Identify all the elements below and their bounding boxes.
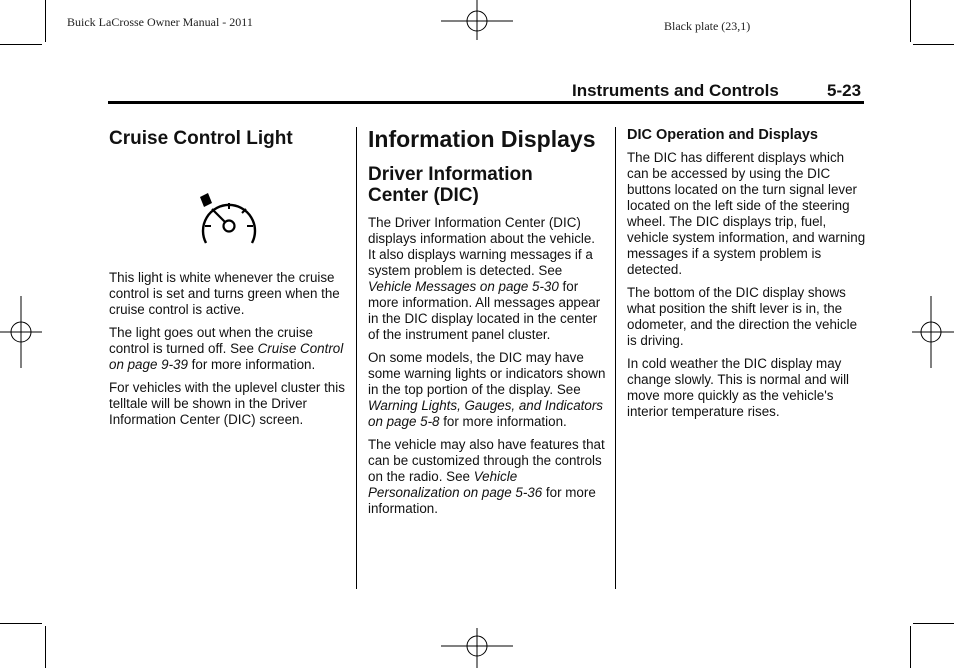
paragraph: On some models, the DIC may have some warning lights or indicators shown in the top portion of the display. See Warning Lights, Gauges, and Indicators on page 5-8 for more information. [368,350,606,429]
paragraph: The Driver Information Center (DIC) displays information about the vehicle. It also displays warning messages if a system problem is detected. See Vehicle Messages on page 5-30 for more information. All messages appear in the DIC display located in the center of the instrument panel cluster. [368,215,601,342]
paragraph: The vehicle may also have features that can be customized through the controls on the radio. See Vehicle Personalization on page 5-36 for more information. [368,437,605,516]
plate-left-text: Buick LaCrosse Owner Manual - 2011 [67,15,253,29]
header-rule [108,101,864,104]
running-header-section: Instruments and Controls [572,81,779,100]
registration-mark-bottom [441,626,513,668]
crop-mark [913,623,954,624]
paragraph: The light goes out when the cruise control is turned off. See Cruise Control on page 9-39 for more information. [109,325,344,372]
running-header-page: 5-23 [827,81,862,100]
section-heading: Cruise Control Light [109,128,293,149]
registration-mark-top [441,0,513,44]
crop-mark [913,44,954,45]
crop-mark [910,0,911,42]
column-3 [627,127,867,427]
paragraph: For vehicles with the uplevel cluster this telltale will be shown in the Driver Information Center (DIC) screen. [109,380,345,427]
crop-mark [0,44,42,45]
cross-reference: Cruise Control on page 9-39 [109,341,344,372]
column-1 [109,128,345,435]
cross-reference: Warning Lights, Gauges, and Indicators on page 5-8 [368,398,603,429]
cross-reference: Vehicle Messages on page 5-30 [368,279,559,294]
registration-mark-right [910,296,954,368]
column-divider [356,127,357,589]
cruise-control-icon [198,193,260,253]
crop-mark [45,626,46,668]
column-divider [615,127,616,589]
cross-reference: Vehicle Personalization on page 5-36 [368,469,543,500]
subsection-heading: Driver Information Center (DIC) [368,164,533,206]
registration-mark-left [0,296,44,368]
paragraph: This light is white whenever the cruise control is set and turns green when the cruise control is active. [109,270,340,317]
column-2 [368,126,606,524]
paragraph: In cold weather the DIC display may change slowly. This is normal and will move more quickly as the vehicle's interior temperature rises. [627,356,850,419]
subsection-heading: DIC Operation and Displays [627,127,818,143]
crop-mark [910,626,911,668]
page-title: Information Displays [368,126,596,152]
crop-mark [45,0,46,42]
plate-right-text: Black plate (23,1) [664,19,751,33]
crop-mark [0,623,42,624]
paragraph: The DIC has different displays which can be accessed by using the DIC buttons located on the turn signal lever located on the left side of the steering wheel. The DIC displays trip, fuel, vehicle system information, and warning messages if a system problem is detected. [627,150,866,277]
paragraph: The bottom of the DIC display shows what position the shift lever is in, the odometer, and the direction the vehicle is driving. [627,285,858,348]
